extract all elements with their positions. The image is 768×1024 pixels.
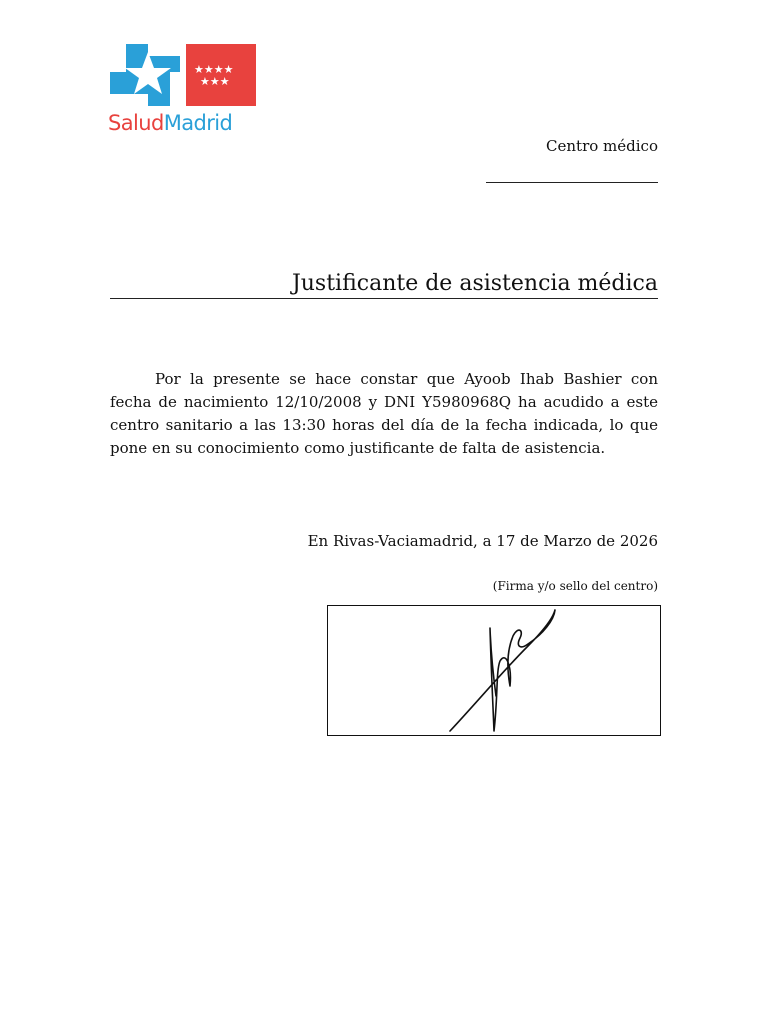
- handwritten-signature-icon: [328, 606, 662, 737]
- document-body: Por la presente se hace constar que Ayoob Ihab Bashier con fecha de nacimiento 12/10/2008 y DNI Y5980968Q ha acudido a este centro sanitario a las 13:30 horas del día de la fecha indicada, lo que pone en su conocimiento como justificante de falta de asistencia.: [110, 370, 658, 457]
- place-and-date: En Rivas-Vaciamadrid, a 17 de Marzo de 2026: [307, 532, 658, 550]
- salud-madrid-logo: [108, 42, 258, 142]
- centro-medico-blank-line: [486, 182, 658, 183]
- svg-text:★★★: ★★★: [200, 75, 230, 88]
- logo-emblem-icon: [108, 42, 258, 108]
- centro-medico-label: Centro médico: [546, 137, 658, 155]
- logo-wordmark: SaludMadrid: [108, 111, 233, 135]
- signature-box: [327, 605, 661, 736]
- signature-label: (Firma y/o sello del centro): [492, 579, 658, 593]
- document-title: Justificante de asistencia médica: [291, 271, 658, 296]
- svg-text:★★★★: ★★★★: [194, 63, 234, 76]
- title-underline: [110, 298, 658, 299]
